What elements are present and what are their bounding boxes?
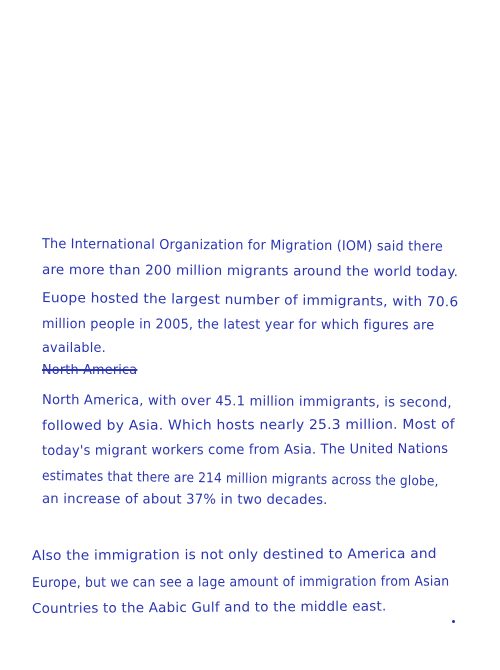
paragraph1-line-4: million people in 2005, the latest year for which figures are: [41, 316, 435, 334]
paragraph2-line-5: an increase of about 37% in two decades.: [41, 491, 328, 508]
paragraph1-line-5: available.: [42, 340, 106, 356]
stray-ink-mark: [452, 620, 455, 623]
paragraph2-line-2: followed by Asia. Which hosts nearly 25.3 million. Most of: [41, 416, 455, 434]
paragraph1-line-3: Euope hosted the largest number of immigrants, with 70.6: [41, 290, 459, 311]
paragraph3-line-3: Countries to the Aabic Gulf and to the middle east.: [31, 598, 387, 617]
paragraph2-line-1: North America, with over 45.1 million immigrants, is second,: [41, 392, 452, 411]
paragraph3-line-2: Europe, but we can see a lage amount of immigration from Asian: [31, 573, 450, 591]
paragraph1-line-2: are more than 200 million migrants around the world today.: [41, 262, 459, 281]
crossed-out-heading: North America: [42, 362, 138, 378]
paragraph3-line-1: Also the immigration is not only destined to America and: [31, 545, 437, 564]
paragraph2-line-3: today's migrant workers come from Asia. The United Nations: [41, 440, 449, 459]
paragraph1-line-1: The International Organization for Migration (IOM) said there: [41, 236, 444, 255]
paragraph2-line-4: estimates that there are 214 million migrants across the globe,: [41, 468, 439, 490]
